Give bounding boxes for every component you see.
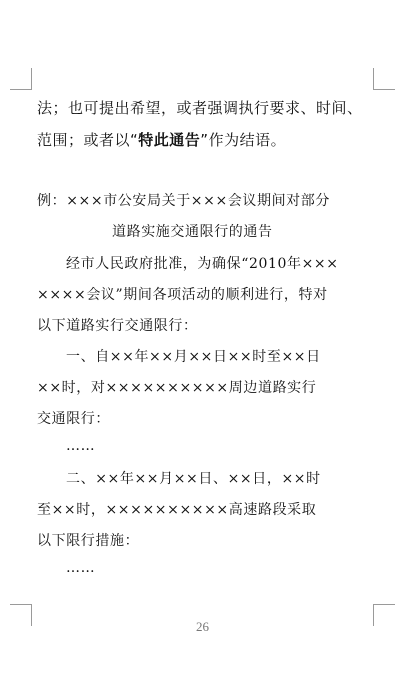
example-paragraph-line-1: 经市人民政府批准，为确保“2010年××× xyxy=(66,256,339,272)
intro-bold-phrase: 特此通告 xyxy=(138,131,201,149)
example-item-1-line-1: 一、自××年××月××日××时至××日 xyxy=(66,349,321,365)
intro-line-2-end: ”作为结语。 xyxy=(200,131,287,149)
example-title-line-2: 道路实施交通限行的通告 xyxy=(112,224,273,240)
crop-mark-top-left xyxy=(10,68,32,90)
example-paragraph-line-2: ××××会议”期间各项活动的顺利进行，特对 xyxy=(37,287,328,303)
page-number: 26 xyxy=(196,619,209,634)
example-item-1-line-3: 交通限行： xyxy=(37,411,110,427)
intro-line-2 xyxy=(37,130,286,150)
example-item-2-line-2: 至××时，××××××××××高速路段采取 xyxy=(37,502,317,518)
example-ellipsis-2: …… xyxy=(66,560,96,576)
example-item-2-line-3: 以下限行措施： xyxy=(37,533,140,549)
example-item-2-line-1: 二、××年××月××日、××日，××时 xyxy=(66,471,321,487)
intro-line-2-start: 范围；或者以“ xyxy=(37,131,139,149)
example-title-line-1: 例：×××市公安局关于×××会议期间对部分 xyxy=(37,193,330,209)
example-item-1-line-2: ××时，对××××××××××周边道路实行 xyxy=(37,380,317,396)
intro-line-1: 法；也可提出希望，或者强调执行要求、时间、 xyxy=(37,99,363,117)
example-paragraph-line-3: 以下道路实行交通限行： xyxy=(37,318,198,334)
crop-mark-top-right xyxy=(373,68,395,90)
example-ellipsis-1: …… xyxy=(66,438,96,454)
